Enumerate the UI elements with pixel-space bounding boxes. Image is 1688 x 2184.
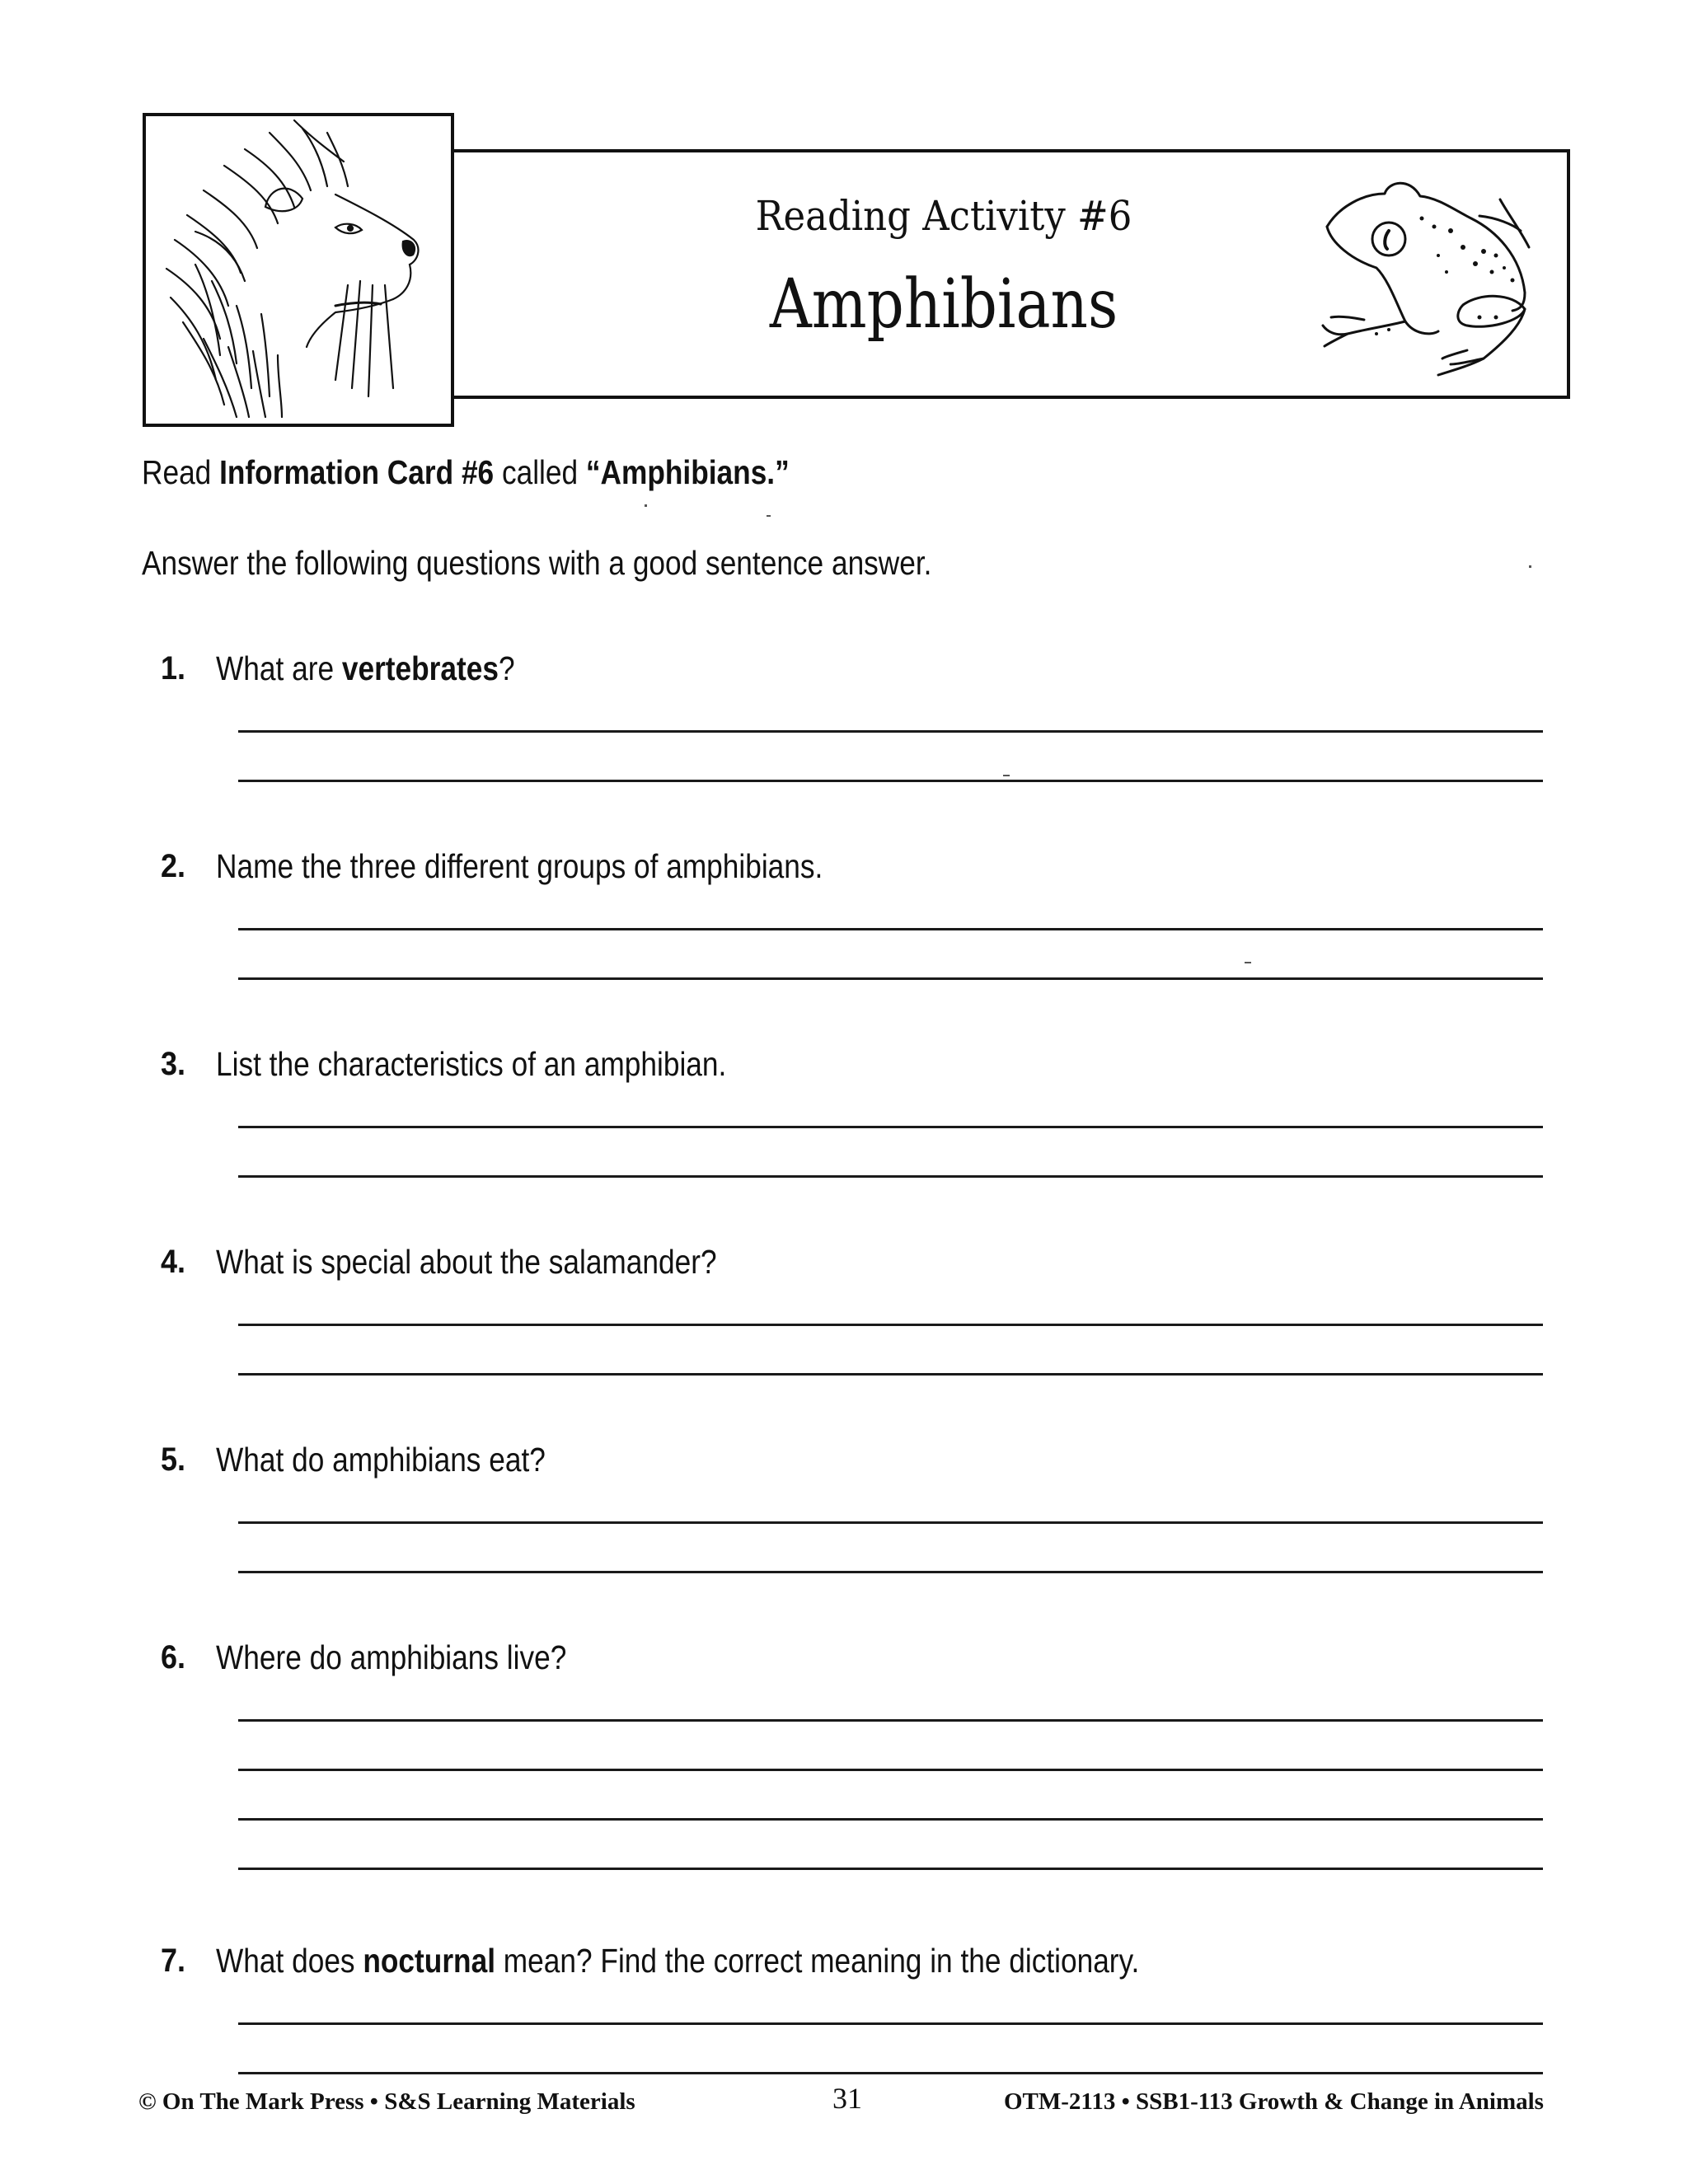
answer-line[interactable] (238, 1373, 1543, 1376)
intro-text: Read (142, 453, 220, 491)
question-text-part: What does (216, 1942, 363, 1980)
scan-speck (1245, 962, 1251, 963)
answer-line[interactable] (238, 1719, 1543, 1722)
answer-line[interactable] (238, 1868, 1543, 1870)
question-number: 6. (161, 1639, 186, 1675)
question-keyword: vertebrates (341, 649, 499, 687)
footer-copyright: © On The Mark Press • S&S Learning Materials (138, 2088, 635, 2115)
instruction-read-card (142, 452, 790, 493)
answer-line[interactable] (238, 2022, 1543, 2025)
answer-line[interactable] (238, 1175, 1543, 1178)
frog-icon (1273, 148, 1558, 387)
question-text-part: mean? Find the correct meaning in the dictionary. (495, 1942, 1140, 1980)
intro-text: called (494, 453, 586, 491)
question-text-part: ? (498, 649, 515, 687)
answer-line[interactable] (238, 1126, 1543, 1128)
answer-line[interactable] (238, 1769, 1543, 1771)
scan-speck (1529, 565, 1531, 568)
question-text (216, 1637, 566, 1678)
question-text-part: List the characteristics of an amphibian. (216, 1045, 727, 1083)
question-keyword: nocturnal (363, 1942, 496, 1980)
answer-line[interactable] (238, 1818, 1543, 1821)
scan-speck (1003, 775, 1010, 776)
frog-illustration (1273, 148, 1558, 387)
activity-subtitle: Reading Activity #6 (755, 192, 1132, 240)
answer-line[interactable] (238, 2072, 1543, 2074)
question-text (216, 1439, 546, 1480)
question-text (216, 846, 823, 887)
answer-line[interactable] (238, 977, 1543, 980)
question-text-part: What are (216, 649, 342, 687)
card-title-reference: “Amphibians.” (585, 453, 790, 491)
answer-line[interactable] (238, 1324, 1543, 1326)
question-text-part: What do amphibians eat? (216, 1441, 546, 1479)
question-number: 1. (161, 650, 186, 687)
answer-line[interactable] (238, 928, 1543, 930)
question-number: 5. (161, 1441, 186, 1478)
question-text (216, 1940, 1139, 1981)
answer-line[interactable] (238, 780, 1543, 782)
answer-line[interactable] (238, 730, 1543, 733)
scan-speck (645, 504, 647, 507)
question-text-part: Name the three different groups of amphibians. (216, 847, 823, 885)
page-number: 31 (832, 2082, 862, 2115)
question-number: 2. (161, 848, 186, 884)
question-text (216, 1241, 717, 1282)
lion-head-icon (146, 116, 451, 424)
question-text-part: Where do amphibians live? (216, 1638, 567, 1676)
question-text-part: What is special about the salamander? (216, 1243, 717, 1281)
page-title: Amphibians (769, 265, 1118, 344)
footer-product-code: OTM-2113 • SSB1-113 Growth & Change in Animals (1004, 2088, 1544, 2115)
question-number: 3. (161, 1046, 186, 1082)
card-reference: Information Card #6 (219, 453, 495, 491)
lion-illustration-frame (143, 113, 454, 427)
instruction-answer: Answer the following questions with a good sentence answer. (142, 544, 932, 582)
answer-line[interactable] (238, 1571, 1543, 1573)
question-text (216, 648, 515, 689)
question-text (216, 1043, 726, 1085)
answer-line[interactable] (238, 1521, 1543, 1524)
scan-speck (767, 515, 771, 517)
question-number: 7. (161, 1943, 186, 1979)
question-number: 4. (161, 1244, 186, 1280)
